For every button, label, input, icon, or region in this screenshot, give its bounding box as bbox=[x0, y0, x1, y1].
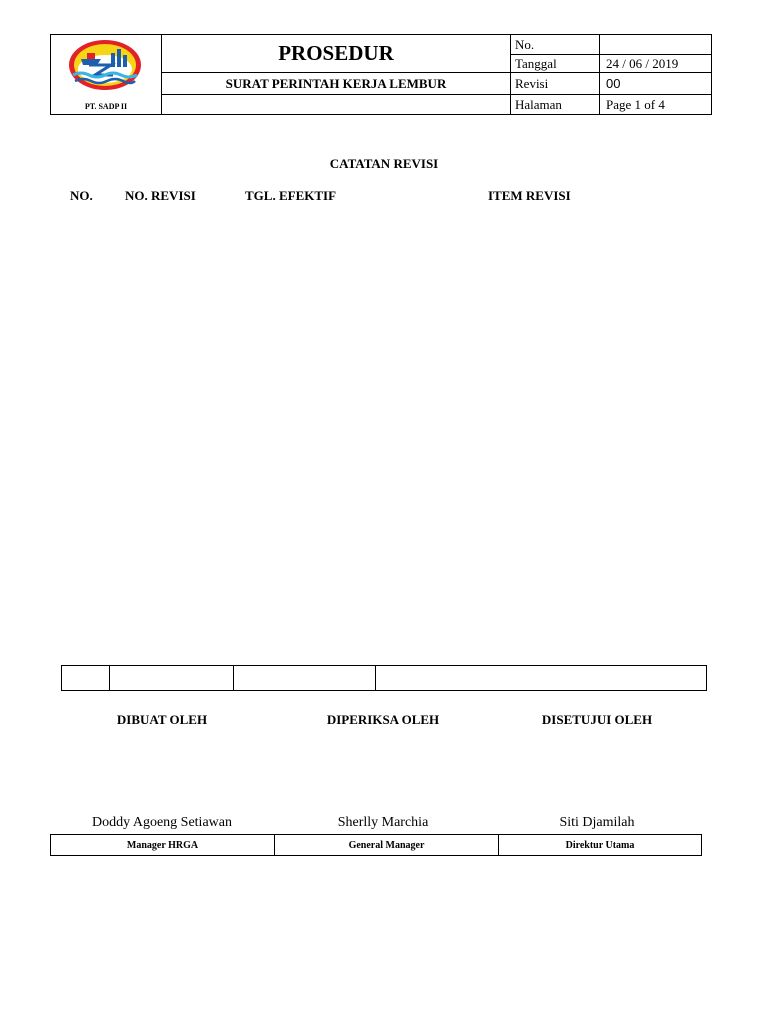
signer-positions bbox=[50, 834, 702, 856]
title-cell bbox=[162, 35, 511, 73]
signer-name-dibuat: Doddy Agoeng Setiawan bbox=[92, 815, 232, 830]
company-logo-icon bbox=[67, 39, 143, 91]
signature-heading-dibuat: DIBUAT OLEH bbox=[116, 712, 208, 727]
field-label-revisi: Revisi bbox=[511, 73, 600, 95]
subtitle-cell bbox=[162, 73, 511, 95]
signer-name-disetujui: Siti Djamilah bbox=[559, 815, 635, 830]
empty-title-cell bbox=[162, 95, 511, 115]
signer-position-diperiksa: General Manager bbox=[275, 835, 499, 856]
field-value-revisi: 00 bbox=[600, 73, 712, 95]
signer-name-diperiksa: Sherlly Marchia bbox=[337, 815, 429, 830]
revision-cell-item-revisi bbox=[376, 666, 707, 691]
column-header-no: NO. bbox=[70, 188, 93, 203]
field-label-tanggal: Tanggal bbox=[511, 55, 600, 73]
column-header-tgl-efektif: TGL. EFEKTIF bbox=[245, 188, 337, 203]
revision-row bbox=[61, 665, 707, 691]
company-name: PT. SADP II bbox=[84, 102, 128, 111]
revision-cell-tgl-efektif bbox=[234, 666, 376, 691]
field-label-no: No. bbox=[511, 35, 600, 55]
logo-cell bbox=[51, 35, 162, 115]
field-value-halaman: Page 1 of 4 bbox=[600, 95, 712, 115]
field-label-halaman: Halaman bbox=[511, 95, 600, 115]
signature-heading-disetujui: DISETUJUI OLEH bbox=[541, 712, 653, 727]
column-header-no-revisi: NO. REVISI bbox=[125, 188, 196, 203]
signature-heading-diperiksa: DIPERIKSA OLEH bbox=[326, 712, 440, 727]
revision-title: CATATAN REVISI bbox=[329, 156, 439, 171]
document-title: PROSEDUR bbox=[278, 41, 394, 65]
field-value-tanggal: 24 / 06 / 2019 bbox=[600, 55, 712, 73]
revision-cell-no bbox=[62, 666, 110, 691]
field-value-no bbox=[600, 35, 712, 55]
document-header bbox=[50, 34, 712, 115]
signer-position-dibuat: Manager HRGA bbox=[51, 835, 275, 856]
revision-cell-no-revisi bbox=[110, 666, 234, 691]
document-subtitle: SURAT PERINTAH KERJA LEMBUR bbox=[225, 75, 447, 91]
column-header-item-revisi: ITEM REVISI bbox=[488, 188, 571, 203]
signer-position-disetujui: Direktur Utama bbox=[499, 835, 702, 856]
